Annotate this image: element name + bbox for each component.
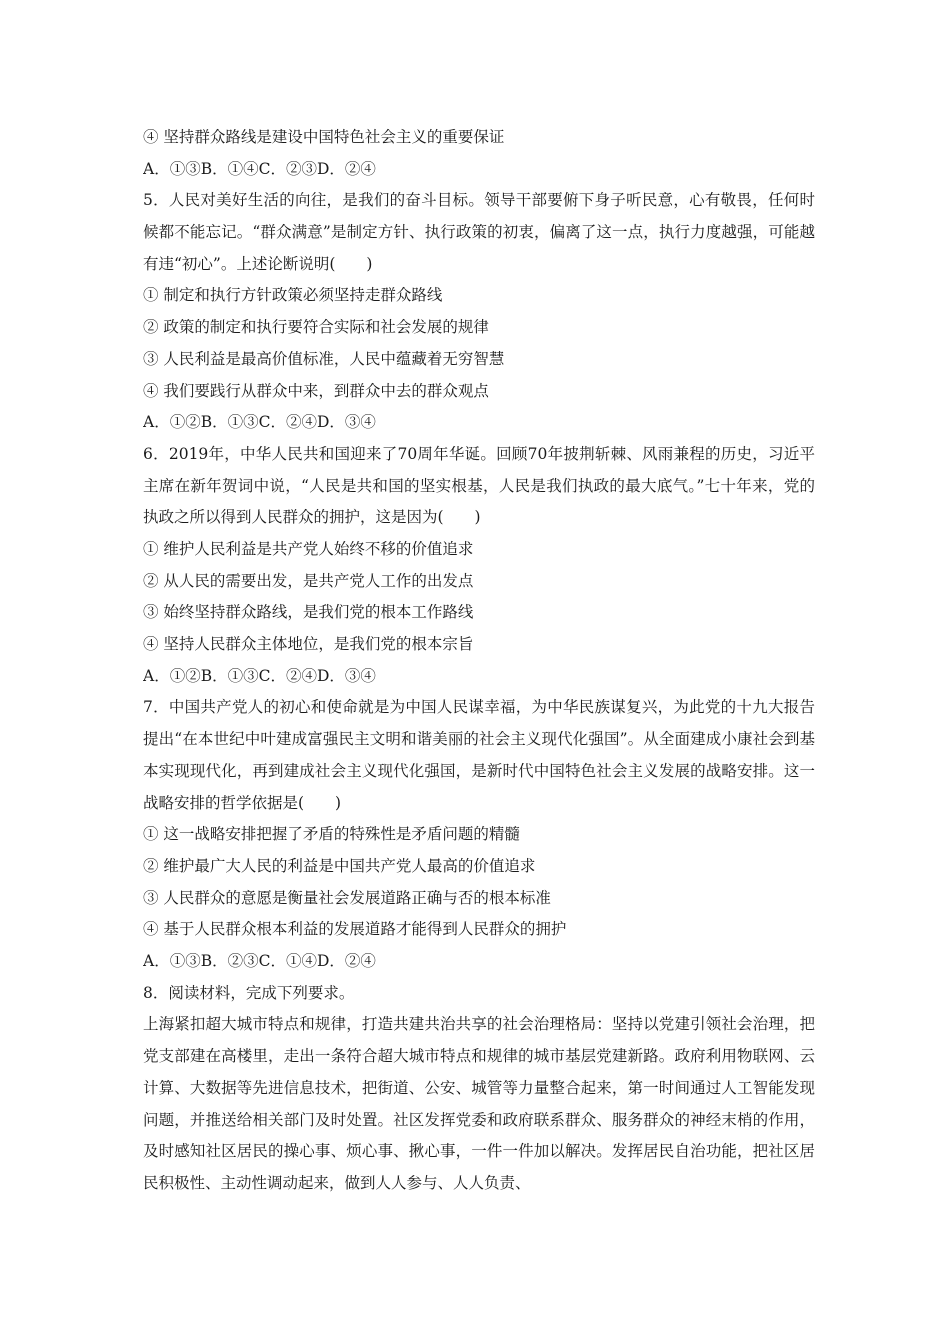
q8-stem: 8．阅读材料，完成下列要求。	[143, 983, 355, 1002]
q8-material: 上海紧扣超大城市特点和规律，打造共建共治共享的社会治理格局：坚持以党建引领社会治理，把党支部建在高楼里，走出一条符合超大城市特点和规律的城市基层党建新路。政府利用物联网、云计算、大数据等先进信息技术，把街道、公安、城管等力量整合起来，第一时间通过人工智能发现问题，并推送给相关部门及时处置。社区发挥党委和政府联系群众、服务群众的神经末梢的作用，及时感知社区居民的操心事、烦心事、揪心事，一件一件加以解决。发挥居民自治功能，把社区居民积极性、主动性调动起来，做到人人参与、人人负责、	[143, 1015, 815, 1192]
q4-answer-choices: A．①③B．①④C．②③D．②④	[143, 159, 376, 178]
q5-answer-choices: A．①②B．①③C．②④D．③④	[143, 413, 376, 432]
q5-stem: 5．人民对美好生活的向往，是我们的奋斗目标。领导干部要俯下身子听民意，心有敬畏，任何时候都不能忘记。“群众满意”是制定方针、执行政策的初衷，偏离了这一点，执行力度越强，可能越有违“初心”。上述论断说明( )	[143, 191, 815, 273]
q6-option-4: ④ 坚持人民群众主体地位，是我们党的根本宗旨	[143, 635, 474, 654]
document-page	[143, 122, 815, 1200]
q7-option-4: ④ 基于人民群众根本利益的发展道路才能得到人民群众的拥护	[143, 920, 567, 939]
q7-option-2: ② 维护最广大人民的利益是中国共产党人最高的价值追求	[143, 856, 536, 875]
q7-option-3: ③ 人民群众的意愿是衡量社会发展道路正确与否的根本标准	[143, 888, 551, 907]
q5-option-1: ① 制定和执行方针政策必须坚持走群众路线	[143, 286, 443, 305]
q5-option-4: ④ 我们要践行从群众中来，到群众中去的群众观点	[143, 381, 489, 400]
q6-option-3: ③ 始终坚持群众路线，是我们党的根本工作路线	[143, 603, 474, 622]
q5-option-3: ③ 人民利益是最高价值标准，人民中蕴藏着无穷智慧	[143, 349, 505, 368]
q7-stem: 7．中国共产党人的初心和使命就是为中国人民谋幸福，为中华民族谋复兴，为此党的十九大报告提出“在本世纪中叶建成富强民主文明和谐美丽的社会主义现代化强国”。从全面建成小康社会到基本实现现代化，再到建成社会主义现代化强国，是新时代中国特色社会主义发展的战略安排。这一战略安排的哲学依据是( )	[143, 698, 815, 812]
q6-option-2: ② 从人民的需要出发，是共产党人工作的出发点	[143, 571, 474, 590]
q6-stem: 6．2019年，中华人民共和国迎来了70周年华诞。回顾70年披荆斩棘、风雨兼程的历史，习近平主席在新年贺词中说，“人民是共和国的坚实根基，人民是我们执政的最大底气。”七十年来，党的执政之所以得到人民群众的拥护，这是因为( )	[143, 444, 815, 527]
q7-option-1: ① 这一战略安排把握了矛盾的特殊性是矛盾问题的精髓	[143, 825, 520, 844]
q6-answer-choices: A．①②B．①③C．②④D．③④	[143, 666, 376, 685]
q6-option-1: ① 维护人民利益是共产党人始终不移的价值追求	[143, 540, 474, 559]
q7-answer-choices: A．①③B．②③C．①④D．②④	[143, 952, 376, 971]
q4-option-4: ④ 坚持群众路线是建设中国特色社会主义的重要保证	[143, 128, 505, 146]
q5-option-2: ② 政策的制定和执行要符合实际和社会发展的规律	[143, 318, 489, 337]
